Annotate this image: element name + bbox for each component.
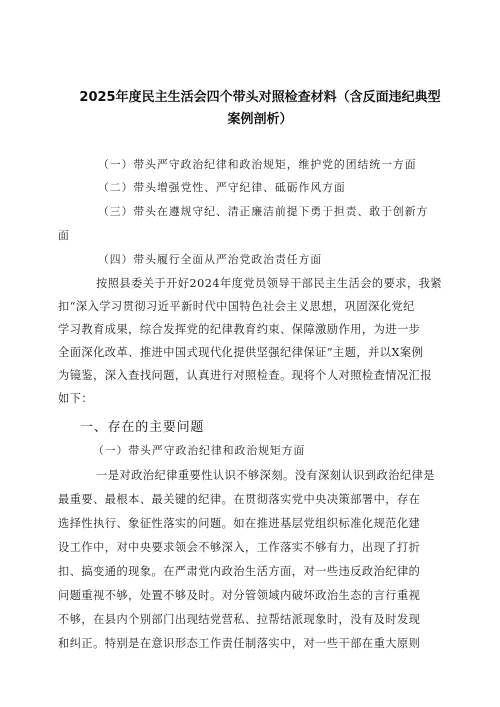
body-line-5: 扣、搞变通的现象。在严肃党内政治生活方面，对一些违反政治纪律的 bbox=[58, 565, 421, 578]
intro-line-1: 按照县委关于开好2024年度党员领导干部民主生活会的要求，我紧 bbox=[96, 277, 443, 290]
body-line-1: 一是对政治纪律重要性认识不够深刻。没有深刻认识到政治纪律是 bbox=[96, 469, 435, 482]
toc-item-1: （一）带头严守政治纪律和政治规矩，维护党的团结统一方面 bbox=[98, 158, 417, 171]
toc-item-3-continued: 面 bbox=[58, 229, 70, 242]
document-title-line-1: 2025年度民主生活会四个带头对照检查材料（含反面违纪典型 bbox=[79, 90, 441, 105]
body-line-6: 问题重视不够，处置不够及时。对分管领域内破坏政治生态的言行重视 bbox=[58, 589, 421, 602]
toc-item-4: （四）带头履行全面从严治党政治责任方面 bbox=[98, 253, 323, 266]
body-line-4: 设工作中，对中央要求领会不够深入，工作落实不够有力，出现了打折 bbox=[58, 541, 421, 554]
intro-line-6: 如下： bbox=[58, 392, 94, 405]
intro-line-3: 学习教育成果，综合发挥党的纪律教育约束、保障激励作用，为进一步 bbox=[58, 323, 421, 336]
toc-item-2: （二）带头增强党性、严守纪律、砥砺作风方面 bbox=[98, 181, 346, 194]
section-heading: 一、存在的主要问题 bbox=[80, 420, 205, 435]
body-line-3: 选择性执行、象征性落实的问题。如在推进基层党组织标准化规范化建 bbox=[58, 517, 421, 530]
toc-item-3: （三）带头在遵规守纪、清正廉洁前提下勇于担责、敢于创新方 bbox=[98, 205, 429, 218]
subsection-heading: （一）带头严守政治纪律和政治规矩方面 bbox=[93, 444, 306, 457]
body-line-2: 最重要、最根本、最关键的纪律。在贯彻落实党中央决策部署中，存在 bbox=[58, 493, 421, 506]
intro-line-5: 为镜鉴，深入查找问题，认真进行对照检查。现将个人对照检查情况汇报 bbox=[58, 369, 433, 382]
document-title-line-2: 案例剖析） bbox=[227, 112, 293, 127]
intro-line-2: 扣“深入学习贯彻习近平新时代中国特色社会主义思想，巩固深化党纪 bbox=[58, 300, 415, 313]
body-line-7: 不够，在县内个别部门出现结党营私、拉帮结派现象时，没有及时发现 bbox=[58, 613, 421, 626]
body-line-8: 和纠正。特别是在意识形态工作责任制落实中，对一些干部在重大原则 bbox=[58, 637, 421, 650]
intro-line-4: 全面深化改革、推进中国式现代化提供坚强纪律保证”主题，并以X案例 bbox=[58, 346, 424, 359]
